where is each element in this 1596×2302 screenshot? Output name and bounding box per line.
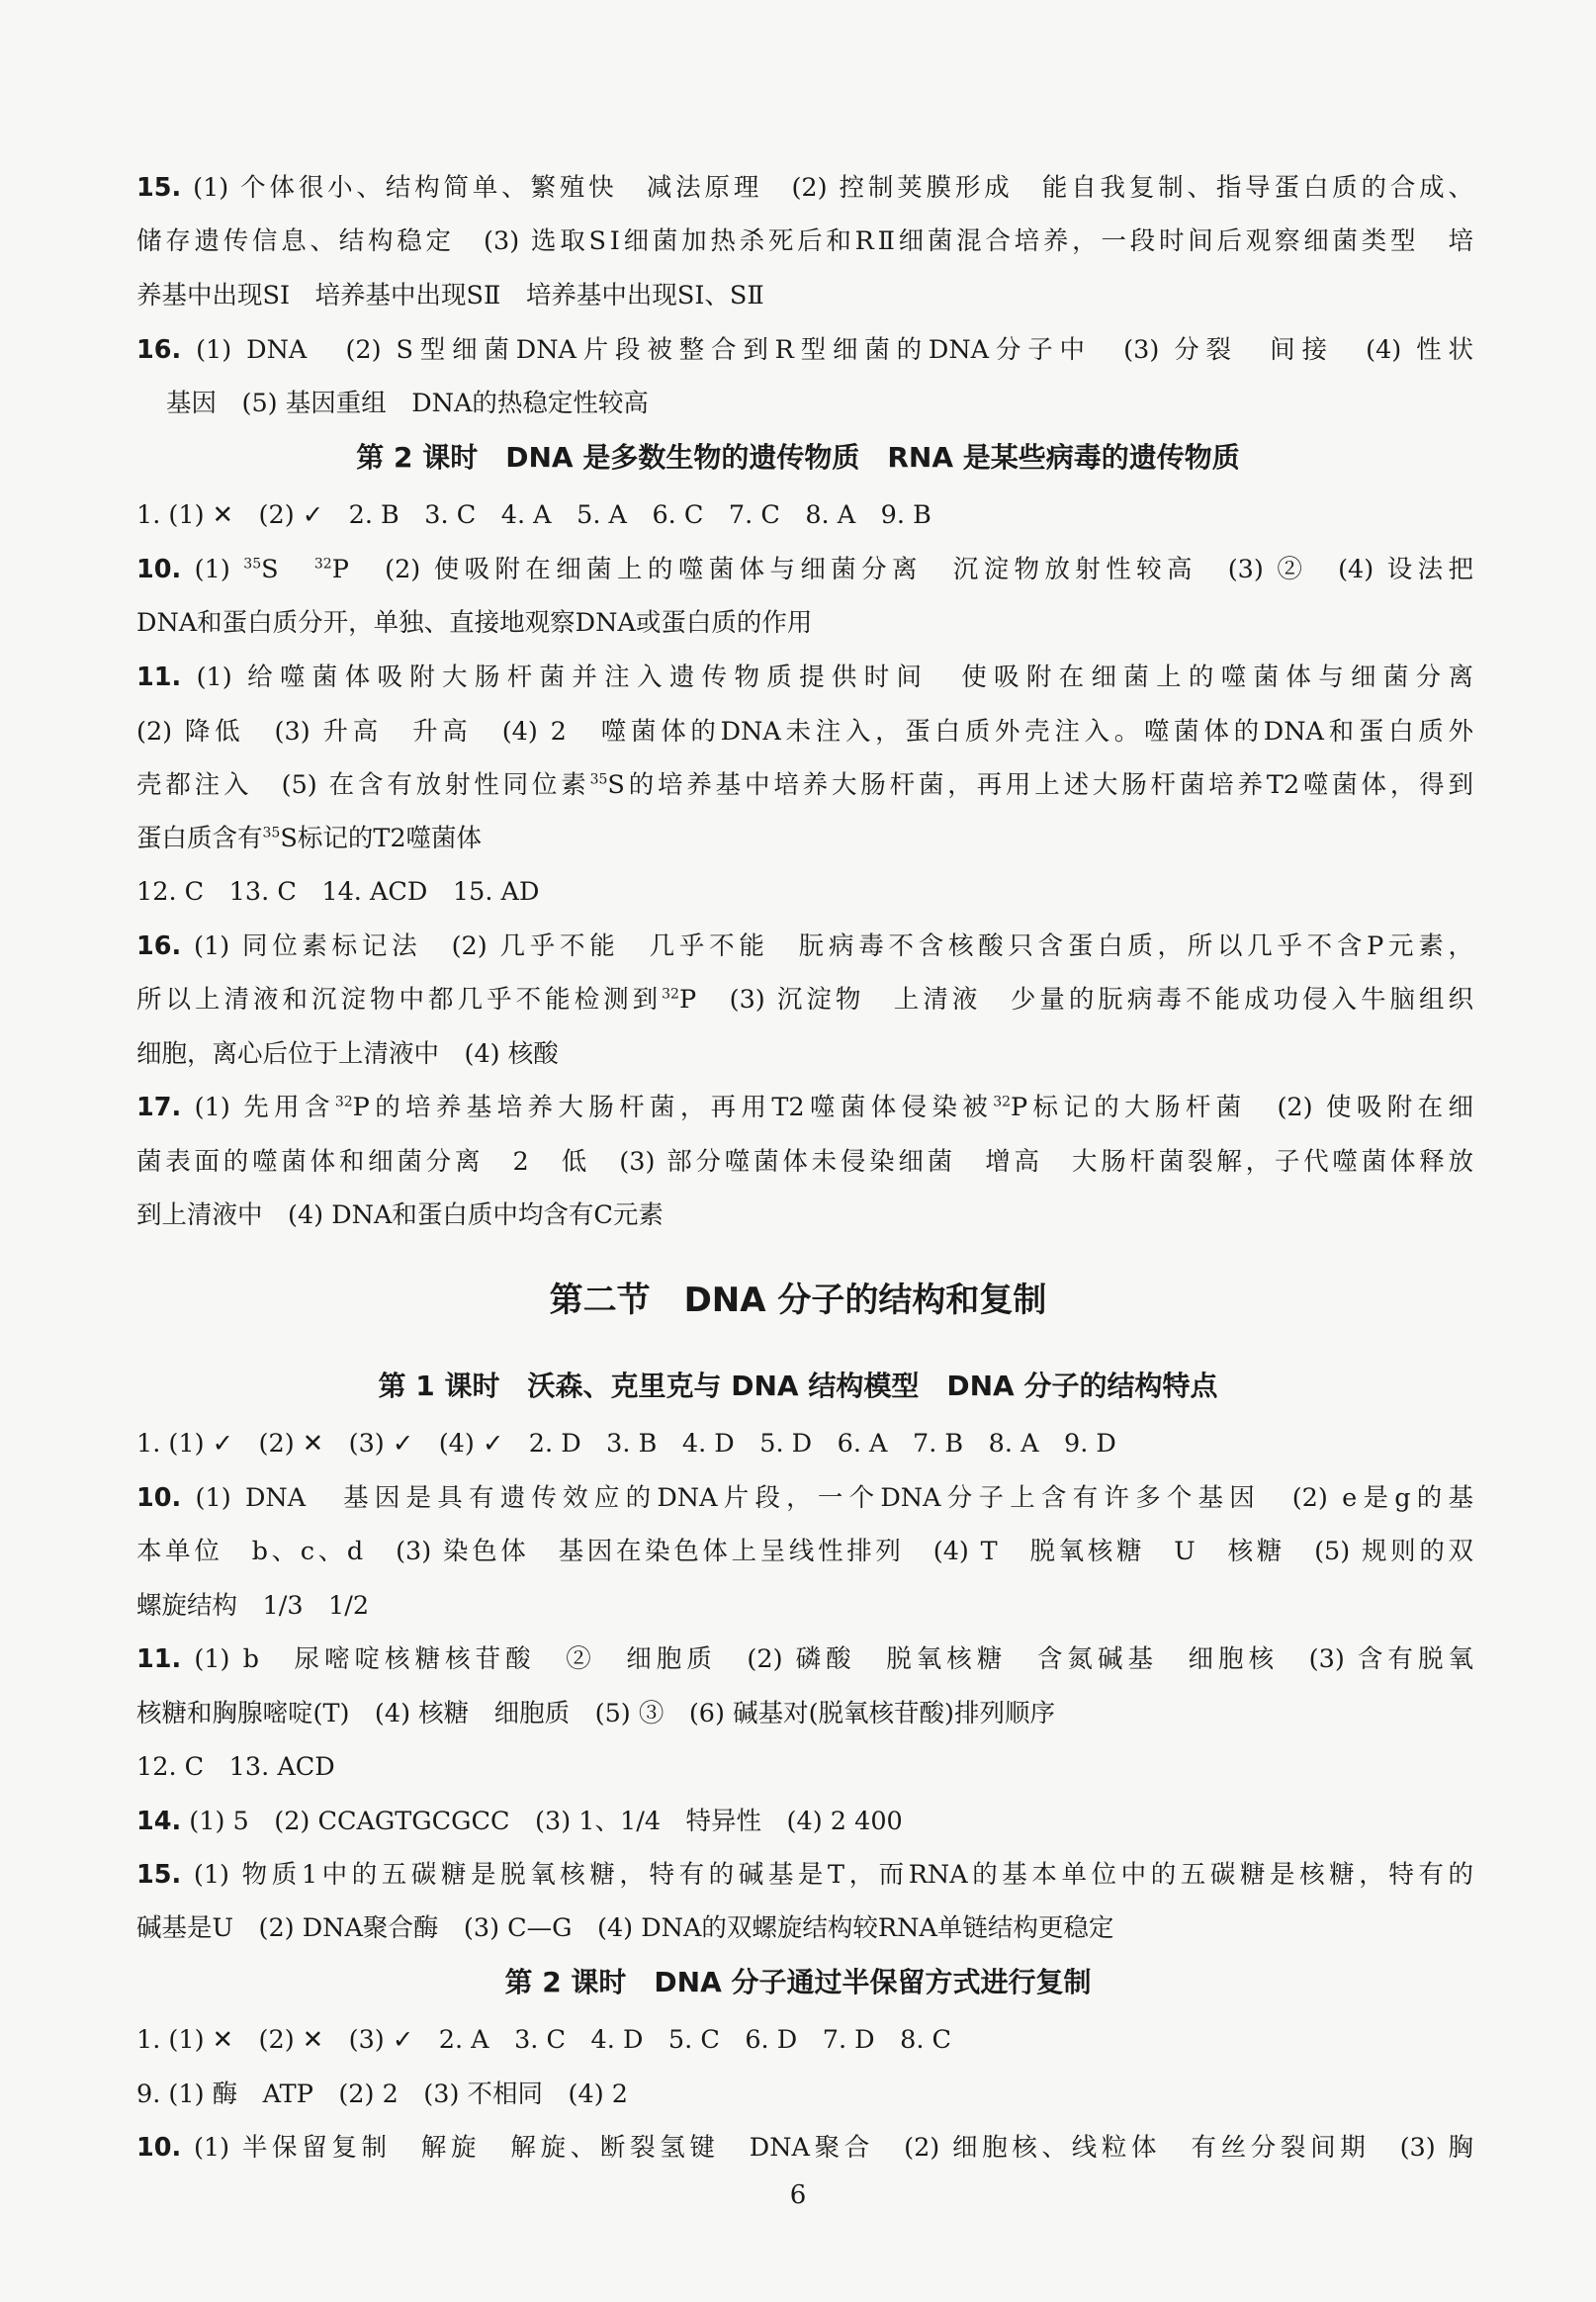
section-heading: 第二节 DNA 分子的结构和复制 [549, 1281, 1047, 1320]
answer-10c-line-1: 10. (1) 半保留复制 解旋 解旋、断裂氢键 DNA聚合 (2) 细胞核、线粒体 有丝分裂间期 (3) 胸 [136, 2133, 1473, 2163]
answer-11-line-2: (2) 降低 (3) 升高 升高 (4) 2 噬菌体的DNA未注入，蛋白质外壳注入。噬菌体的DNA和蛋白质外 [136, 717, 1473, 747]
answer-17-line-3: 到上清液中 (4) DNA和蛋白质中均含有C元素 [136, 1200, 664, 1230]
answers-1-9-b: 1. (1) ✓ (2) ✕ (3) ✓ (4) ✓ 2. D 3. B 4. D 5. D 6. A 7. B 8. A 9. D [136, 1429, 1116, 1459]
lesson-heading-1: 第 1 课时 沃森、克里克与 DNA 结构模型 DNA 分子的结构特点 [378, 1370, 1218, 1402]
lesson-heading-2: 第 2 课时 DNA 是多数生物的遗传物质 RNA 是某些病毒的遗传物质 [356, 441, 1240, 474]
lesson-heading-2b: 第 2 课时 DNA 分子通过半保留方式进行复制 [504, 1966, 1092, 1998]
answer-10-line-2: DNA和蛋白质分开，单独、直接地观察DNA或蛋白质的作用 [136, 608, 813, 638]
answer-17-line-2: 菌表面的噬菌体和细菌分离 2 低 (3) 部分噬菌体未侵染细菌 增高 大肠杆菌裂解，子代噬菌体释放 [136, 1147, 1473, 1177]
answers-12-15: 12. C 13. C 14. ACD 15. AD [136, 877, 540, 907]
answer-9: 9. (1) 酶 ATP (2) 2 (3) 不相同 (4) 2 [136, 2080, 628, 2109]
answer-15b-line-2: 碱基是U (2) DNA聚合酶 (3) C—G (4) DNA的双螺旋结构较RNA单链结构更稳定 [136, 1913, 1114, 1943]
answer-10b-line-3: 螺旋结构 1/3 1/2 [136, 1591, 370, 1621]
answer-10b-line-2: 本单位 b、c、d (3) 染色体 基因在染色体上呈线性排列 (4) T 脱氧核糖 U 核糖 (5) 规则的双 [136, 1537, 1473, 1566]
answers-12-13: 12. C 13. ACD [136, 1752, 335, 1782]
answer-15b-line-1: 15. (1) 物质1中的五碳糖是脱氧核糖，特有的碱基是T，而RNA的基本单位中的五碳糖是核糖，特有的 [136, 1860, 1473, 1890]
answer-14: 14. (1) 5 (2) CCAGTGCGCC (3) 1、1/4 特异性 (4) 2 400 [136, 1807, 903, 1836]
answer-11b-line-2: 核糖和胸腺嘧啶(T) (4) 核糖 细胞质 (5) ③ (6) 碱基对(脱氧核苷酸)排列顺序 [136, 1699, 1055, 1728]
answer-11-line-3: 壳都注入 (5) 在含有放射性同位素$^{35}$S的培养基中培养大肠杆菌，再用上述大肠杆菌培养T2噬菌体，得到 [136, 770, 1474, 800]
answer-15-line-2: 储存遗传信息、结构稳定 (3) 选取SⅠ细菌加热杀死后和RⅡ细菌混合培养，一段时间后观察细菌类型 培 [136, 226, 1473, 256]
answer-16b-line-1: 16. (1) 同位素标记法 (2) 几乎不能 几乎不能 朊病毒不含核酸只含蛋白质，所以几乎不含P元素， [136, 931, 1473, 961]
answer-15-line-1: 15. (1) 个体很小、结构简单、繁殖快 减法原理 (2) 控制荚膜形成 能自我复制、指导蛋白质的合成、 [136, 173, 1473, 203]
answer-17-line-1: 17. (1) 先用含$^{32}$P的培养基培养大肠杆菌，再用T2噬菌体侵染被$^{32}$P标记的大肠杆菌 (2) 使吸附在细 [136, 1093, 1473, 1122]
answer-16-line-2: 基因 (5) 基因重组 DNA的热稳定性较高 [166, 389, 649, 418]
answer-15-line-3: 养基中出现SⅠ 培养基中出现SⅡ 培养基中出现SⅠ、SⅡ [136, 281, 764, 310]
answers-1-8: 1. (1) ✕ (2) ✕ (3) ✓ 2. A 3. C 4. D 5. C 6. D 7. D 8. C [136, 2025, 952, 2055]
answer-11-line-4: 蛋白质含有$^{35}$S标记的T2噬菌体 [136, 824, 483, 853]
answer-10-line-1: 10. (1) $^{35}$S $^{32}$P (2) 使吸附在细菌上的噬菌体与细菌分离 沉淀物放射性较高 (3) ② (4) 设法把 [136, 555, 1473, 584]
answer-16b-line-3: 细胞，离心后位于上清液中 (4) 核酸 [136, 1039, 559, 1069]
answer-11-line-1: 11. (1) 给噬菌体吸附大肠杆菌并注入遗传物质提供时间 使吸附在细菌上的噬菌体与细菌分离 [136, 663, 1473, 692]
answer-16b-line-2: 所以上清液和沉淀物中都几乎不能检测到$^{32}$P (3) 沉淀物 上清液 少量的朊病毒不能成功侵入牛脑组织 [136, 985, 1473, 1015]
answer-16-line-1: 16. (1) DNA (2) S型细菌DNA片段被整合到R型细菌的DNA分子中 (3) 分裂 间接 (4) 性状 [136, 335, 1473, 365]
question-number: 15. [136, 173, 182, 203]
answer-11b-line-1: 11. (1) b 尿嘧啶核糖核苷酸 ② 细胞质 (2) 磷酸 脱氧核糖 含氮碱基 细胞核 (3) 含有脱氧 [136, 1644, 1473, 1674]
answers-1-9: 1. (1) ✕ (2) ✓ 2. B 3. C 4. A 5. A 6. C 7. C 8. A 9. B [136, 500, 931, 530]
answer-10b-line-1: 10. (1) DNA 基因是具有遗传效应的DNA片段，一个DNA分子上含有许多个基因 (2) e是g的基 [136, 1483, 1473, 1513]
question-number: 16. [136, 335, 182, 365]
page-number: 6 [789, 2180, 807, 2210]
